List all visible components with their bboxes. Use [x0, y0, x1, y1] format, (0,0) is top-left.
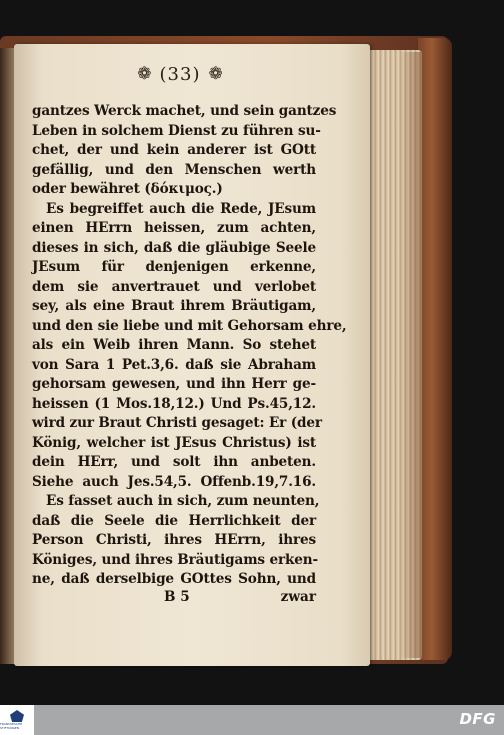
text-line: dem sie anvertrauet und verlobet [32, 278, 316, 295]
text-line: JEsum für denjenigen erkenne, [32, 259, 316, 275]
text-line: Es begreiffet auch die Rede, JEsum [46, 200, 316, 217]
text-line: daß die Seele die Herrlichkeit der [32, 512, 316, 529]
text-line: Leben in solchem Dienst zu führen su- [32, 122, 321, 139]
text-line: sey, als eine Braut ihrem Bräutigam, [32, 298, 316, 314]
text-line: wird zur Braut Christi gesaget: Er (der [32, 415, 322, 431]
text-line: oder bewähret (δόκιμος.) [32, 181, 223, 197]
text-line: Person Christi, ihres HErrn, ihres [32, 532, 316, 548]
text-line: Siehe auch Jes.54,5. Offenb.19,7.16. [32, 473, 316, 490]
text-line: von Sara 1 Pet.3,6. daß sie Abraham [32, 356, 316, 373]
text-line: heissen (1 Mos.18,12.) Und Ps.45,12. [32, 395, 316, 412]
signature-mark: B 5 [164, 589, 190, 605]
institution-logo-icon [10, 710, 24, 722]
text-line: dieses in sich, daß die gläubige Seele [32, 239, 316, 256]
text-line: chet, der und kein anderer ist GOtt [32, 142, 316, 158]
text-line: dein HErr, und solt ihn anbeten. [32, 454, 316, 470]
viewer-footer-bar [0, 705, 504, 735]
text-line: einen HErrn heissen, zum achten, [32, 220, 316, 236]
text-line: gefällig, und den Menschen werth [32, 161, 316, 178]
text-line: Es fasset auch in sich, zum neunten, [46, 493, 320, 509]
page-header [125, 62, 235, 86]
text-line: gantzes Werck machet, und sein gantzes [32, 103, 337, 119]
institution-logo[interactable] [0, 705, 34, 735]
ornament-left-icon: ❁ [137, 63, 152, 84]
ornament-right-icon: ❁ [208, 63, 223, 84]
page-number: (33) [159, 63, 201, 85]
text-line: König, welcher ist JEsus Christus) ist [32, 434, 316, 451]
institution-logo-text: FRANCKESCHE STIFTUNGEN [0, 722, 23, 730]
page-edges-shadow [400, 52, 422, 658]
page-footer [32, 589, 316, 609]
page-body-text [32, 102, 347, 590]
text-line: gehorsam gewesen, und ihn Herr ge- [32, 376, 316, 392]
text-line: ne, daß derselbige GOttes Sohn, und [32, 571, 316, 587]
catchword: zwar [280, 589, 316, 605]
text-line: und den sie liebe und mit Gehorsam ehre, [32, 317, 347, 334]
dfg-logo[interactable]: DFG [459, 710, 496, 728]
text-line: Königes, und ihres Bräutigams erken- [32, 551, 319, 568]
text-line: als ein Weib ihren Mann. So stehet [32, 337, 316, 353]
cover-edge [418, 38, 452, 660]
